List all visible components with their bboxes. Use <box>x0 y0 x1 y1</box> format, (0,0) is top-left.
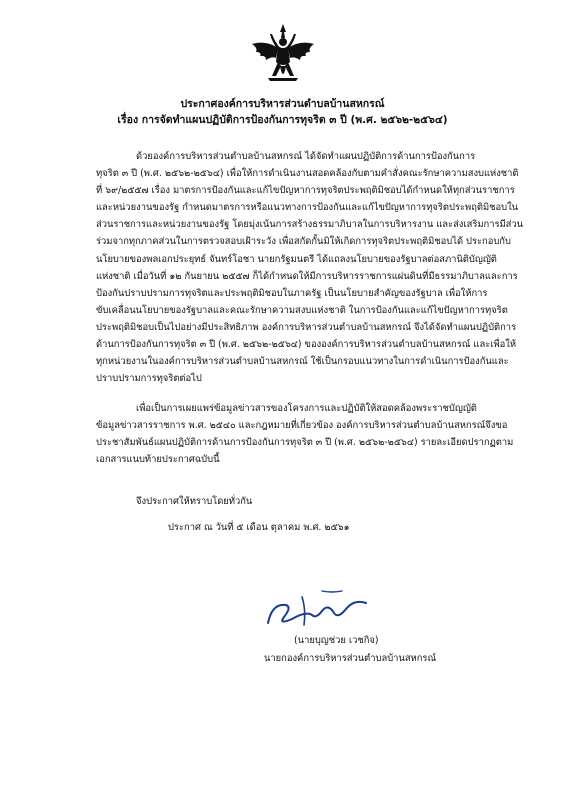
paragraph-line: ด้วยองค์การบริหารส่วนตำบลบ้านสหกรณ์ ได้จัดทำแผนปฏิบัติการด้านการป้องกันการ <box>136 151 476 162</box>
paragraph-line: ประชาสัมพันธ์แผนปฏิบัติการด้านการป้องกันการทุจริต ๓ ปี (พ.ศ. ๒๕๖๒-๒๕๖๔) รายละเอียดปรากฏตาม <box>96 437 514 449</box>
paragraph-line: ที่ ๖๙/๒๕๕๗ เรื่อง มาตรการป้องกันและแก้ไขปัญหาการทุจริตประพฤติมิชอบได้กำหนดให้ทุกส่วนราชการ <box>96 185 515 197</box>
paragraph-line: ปราบปรามการทุจริตต่อไป <box>96 373 202 385</box>
paragraph-line: ป้องกันปราบปรามการทุจริตและประพฤติมิชอบในภาครัฐ เป็นนโยบายสำคัญของรัฐบาล เพื่อให้การ <box>96 287 488 299</box>
signer-name: (นายบุญช่วย เวชกิจ) <box>294 635 379 646</box>
paragraph-line: ทุจริต ๓ ปี (พ.ศ. ๒๕๖๒-๒๕๖๔) เพื่อให้การดำเนินงานสอดคล้องกับตามคำสั่งคณะรักษาความสงบแห่งชาติ <box>96 168 519 180</box>
paragraph-line: ทุกหน่วยงานในองค์การบริหารส่วนตำบลบ้านสหกรณ์ ใช้เป็นกรอบแนวทางในการดำเนินการป้องกันและ <box>96 356 509 368</box>
paragraph-line: และหน่วยงานของรัฐ กำหนดมาตรการหรือแนวทางการป้องกันและแก้ไขปัญหาการทุจริตประพฤติมิชอบใน <box>96 202 519 214</box>
paragraph-line: ร่วมจากทุกภาคส่วนในการตรวจสอบเฝ้าระวัง เพื่อสกัดกั้นมิให้เกิดการทุจริตประพฤติมิชอบได้ ประกอบกับ <box>96 236 511 248</box>
paragraph-line: ด้านการป้องกันการทุจริต ๓ ปี (พ.ศ. ๒๕๖๒-๒๕๖๔) ขององค์การบริหารส่วนตำบลบ้านสหกรณ์ และเพื่อให้ <box>96 339 517 351</box>
document-subject: เรื่อง การจัดทำแผนปฏิบัติการป้องกันการทุจริต ๓ ปี (พ.ศ. ๒๕๖๒-๒๕๖๔) <box>117 114 448 126</box>
announcement-line: จึงประกาศให้ทราบโดยทั่วกัน <box>136 496 253 507</box>
paragraph-line: ขับเคลื่อนนโยบายของรัฐบาลและคณะรักษาความสงบแห่งชาติ ในการป้องกันและแก้ไขปัญหาการทุจริต <box>96 304 508 316</box>
document-title: ประกาศองค์การบริหารส่วนตำบลบ้านสหกรณ์ <box>180 98 385 110</box>
paragraph-1 <box>96 148 524 387</box>
paragraph-2 <box>96 400 514 468</box>
paragraph-line: นโยบายของพลเอกประยุทธ์ จันทร์โอชา นายกรัฐมนตรี ได้แถลงนโยบายของรัฐบาลต่อสภานิติบัญญัติ <box>96 253 497 265</box>
paragraph-line: ข้อมูลข่าวสารราชการ พ.ศ. ๒๕๔๐ และกฎหมายที่เกี่ยวข้อง องค์การบริหารส่วนตำบลบ้านสหกรณ์จึงขอ <box>96 420 508 432</box>
date-line: ประกาศ ณ วันที่ ๕ เดือน ตุลาคม พ.ศ. ๒๕๖๑ <box>168 522 350 533</box>
paragraph-line: เพื่อเป็นการเผยแพร่ข้อมูลข่าวสารของโครงการและปฏิบัติให้สอดคล้องพระราชบัญญัติ <box>136 403 477 414</box>
garuda-emblem-icon <box>248 22 318 92</box>
signer-title: นายกองค์การบริหารส่วนตำบลบ้านสหกรณ์ <box>264 653 437 664</box>
paragraph-line: ประพฤติมิชอบเป็นไปอย่างมีประสิทธิภาพ องค์การบริหารส่วนตำบลบ้านสหกรณ์ จึงได้จัดทำแผนปฏิบัติการ <box>96 321 517 333</box>
paragraph-line: เอกสารแนบท้ายประกาศฉบับนี้ <box>96 454 220 466</box>
paragraph-line: แห่งชาติ เมื่อวันที่ ๑๒ กันยายน ๒๕๕๗ ก็ได้กำหนดให้มีการบริหารราชการแผ่นดินที่มีธรรมาภิบาลและการ <box>96 270 518 282</box>
handwritten-signature <box>262 585 372 635</box>
paragraph-line: ส่วนราชการและหน่วยงานของรัฐ โดยมุ่งเน้นการสร้างธรรมาภิบาลในการบริหารงาน และส่งเสริมการมีส่วน <box>96 219 524 231</box>
